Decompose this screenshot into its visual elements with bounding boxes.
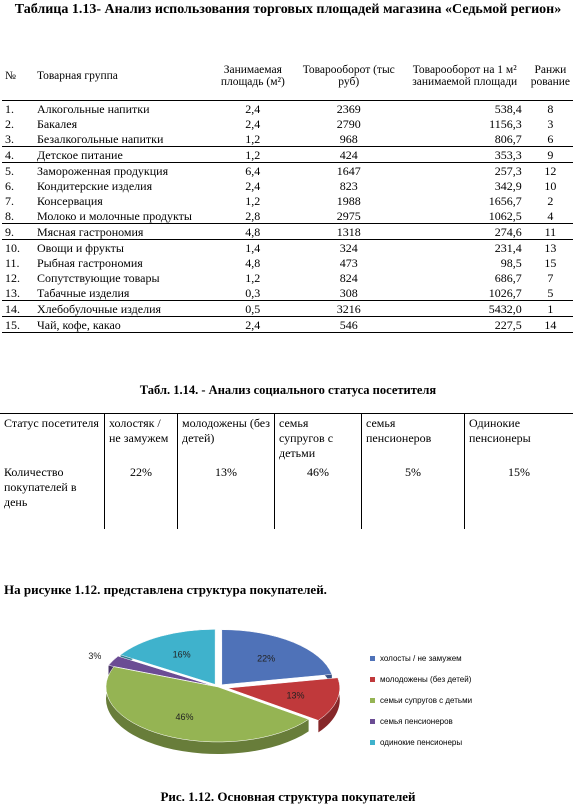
table-header-row xyxy=(2,52,573,101)
row-area: 1,2 xyxy=(245,194,261,208)
row-num: 3. xyxy=(5,132,14,146)
lead-text: На рисунке 1.12. представлена структура покупателей. xyxy=(4,582,327,597)
row-rank: 15 xyxy=(544,256,557,270)
legend-item xyxy=(370,648,472,669)
row-turnover: 473 xyxy=(339,256,358,270)
table-row xyxy=(2,240,573,256)
row-turnover: 823 xyxy=(339,179,358,193)
row-num: 4. xyxy=(2,147,34,163)
table-row xyxy=(2,163,573,179)
chart-legend xyxy=(370,648,472,753)
legend-swatch xyxy=(370,719,375,724)
pie-data-label: 16% xyxy=(172,649,191,660)
cell-single-pensioner-value: 15% xyxy=(465,463,574,529)
row-turnover-per-m2: 1656,7 xyxy=(488,194,522,208)
row-turnover-per-m2: 806,7 xyxy=(494,132,522,146)
legend-label: семья пенсионеров xyxy=(380,717,453,726)
table-row xyxy=(2,224,573,240)
row-area: 1,2 xyxy=(245,271,261,285)
cell-single-header: холостяк / не замужем xyxy=(105,414,178,464)
row-group: Табачные изделия xyxy=(36,286,130,300)
legend-item xyxy=(370,732,472,753)
row-turnover: 1988 xyxy=(336,194,361,208)
row-group: Замороженная продукция xyxy=(36,164,169,178)
row-area: 2,4 xyxy=(245,117,261,131)
row-area: 4,8 xyxy=(210,224,296,240)
table-row xyxy=(2,270,573,285)
legend-swatch xyxy=(370,677,375,682)
row-group: Чай, кофе, какао xyxy=(34,317,210,333)
row-turnover-per-m2: 538,4 xyxy=(494,102,522,116)
col-turnover: Товарооборот (тыс руб) xyxy=(296,52,402,101)
row-num: 2. xyxy=(5,117,14,131)
row-num: 12. xyxy=(5,271,20,285)
col-group: Товарная группа xyxy=(34,52,210,101)
pie-chart-svg xyxy=(88,625,368,785)
row-group: Сопутствующие товары xyxy=(36,271,160,285)
row-rank: 8 xyxy=(547,102,554,116)
row-num: 6. xyxy=(5,179,14,193)
row-group: Овощи и фрукты xyxy=(36,241,124,255)
cell-single-pensioner-header: Одинокие пенсионеры xyxy=(465,414,574,464)
row-group: Молоко и молочные продукты xyxy=(36,209,192,223)
cell-newlyweds-header: молодожены (без детей) xyxy=(178,414,275,464)
row-turnover-per-m2: 98,5 xyxy=(500,256,522,270)
buyers-per-day-label: Количество покупателей в день xyxy=(4,465,77,509)
table-row xyxy=(2,178,573,193)
row-rank: 9 xyxy=(528,147,573,163)
pie-data-label: 22% xyxy=(257,653,276,664)
row-rank: 4 xyxy=(547,209,554,223)
row-group: Рыбная гастрономия xyxy=(36,256,143,270)
row-turnover-per-m2: 227,5 xyxy=(402,317,528,333)
table-row xyxy=(2,317,573,333)
row-num: 8. xyxy=(5,209,14,223)
row-turnover-per-m2: 5432,0 xyxy=(402,301,528,317)
row-turnover-per-m2: 686,7 xyxy=(494,271,522,285)
row-turnover-per-m2: 257,3 xyxy=(494,164,522,178)
row-rank: 10 xyxy=(544,179,557,193)
row-turnover: 3216 xyxy=(296,301,402,317)
row-rank: 13 xyxy=(544,241,557,255)
pie-data-label: 46% xyxy=(175,711,194,722)
row-rank: 12 xyxy=(544,164,557,178)
row-turnover-per-m2: 1062,5 xyxy=(488,209,522,223)
cell-single-value: 22% xyxy=(105,463,178,529)
legend-label: одинокие пенсионеры xyxy=(380,738,463,747)
figure-caption: Рис. 1.12. Основная структура покупателей xyxy=(160,789,416,804)
col-num: № xyxy=(2,52,34,101)
table-row xyxy=(2,116,573,131)
table-row xyxy=(2,285,573,301)
row-turnover: 2369 xyxy=(336,102,361,116)
row-turnover: 1647 xyxy=(336,164,361,178)
col-rank: Ранжи рование xyxy=(528,52,573,101)
row-rank: 2 xyxy=(547,194,554,208)
row-group: Хлебобулочные изделия xyxy=(34,301,210,317)
legend-item xyxy=(370,711,472,732)
row-group: Мясная гастрономия xyxy=(34,224,210,240)
row-num: 9. xyxy=(2,224,34,240)
table-row xyxy=(2,193,573,208)
table-row xyxy=(2,147,573,163)
row-num: 5. xyxy=(5,164,14,178)
row-area: 4,8 xyxy=(245,256,261,270)
row-rank: 7 xyxy=(547,271,554,285)
row-turnover-per-m2: 1026,7 xyxy=(488,286,522,300)
cell-pensioner-family-value: 5% xyxy=(362,463,465,529)
row-num: 11. xyxy=(5,256,20,270)
table-row xyxy=(2,255,573,270)
row-turnover-per-m2: 342,9 xyxy=(494,179,522,193)
legend-swatch xyxy=(370,656,375,661)
trade-area-table xyxy=(2,52,573,333)
row-turnover: 308 xyxy=(339,286,358,300)
pie-data-label: 3% xyxy=(88,651,102,662)
row-area: 2,8 xyxy=(245,209,261,223)
cell-newlyweds-value: 13% xyxy=(178,463,275,529)
table-row xyxy=(2,131,573,147)
row-rank: 3 xyxy=(547,117,554,131)
row-turnover: 824 xyxy=(339,271,358,285)
row-turnover: 324 xyxy=(339,241,358,255)
table-row xyxy=(0,463,573,529)
legend-label: молодожены (без детей) xyxy=(380,675,472,684)
row-turnover: 2975 xyxy=(336,209,361,223)
row-turnover-per-m2: 1156,3 xyxy=(489,117,522,131)
row-turnover: 968 xyxy=(339,132,358,146)
table-row xyxy=(2,101,573,117)
row-area: 2,4 xyxy=(245,102,261,116)
row-turnover: 2790 xyxy=(336,117,361,131)
row-group: Бакалея xyxy=(36,117,78,131)
cell-family-header: семья супругов с детьми xyxy=(275,414,362,464)
row-turnover: 546 xyxy=(296,317,402,333)
table-row xyxy=(0,414,573,464)
trade-area-table-body xyxy=(2,101,573,333)
legend-item xyxy=(370,690,472,711)
row-area: 6,4 xyxy=(245,164,261,178)
col-area: Занимаемая площадь (м²) xyxy=(210,52,296,101)
row-area: 1,2 xyxy=(210,147,296,163)
row-area: 2,4 xyxy=(210,317,296,333)
row-area: 1,2 xyxy=(245,132,261,146)
row-area: 2,4 xyxy=(245,179,261,193)
pie-slice xyxy=(222,630,332,685)
cell-pensioner-family-header: семья пенсионеров xyxy=(362,414,465,464)
row-rank: 5 xyxy=(547,286,554,300)
legend-swatch xyxy=(370,740,375,745)
col-turnover-per-m2: Товарооборот на 1 м² занимаемой площади xyxy=(402,52,528,101)
row-group: Безалкогольные напитки xyxy=(36,132,164,146)
row-rank: 14 xyxy=(528,317,573,333)
row-num: 7. xyxy=(5,194,14,208)
pie-data-label: 13% xyxy=(286,690,305,701)
row-turnover-per-m2: 353,3 xyxy=(402,147,528,163)
row-num: 10. xyxy=(5,241,20,255)
row-group: Детское питание xyxy=(34,147,210,163)
table-row xyxy=(2,208,573,224)
row-num: 1. xyxy=(5,102,14,116)
row-group: Алкогольные напитки xyxy=(36,102,150,116)
visitor-status-table xyxy=(0,413,573,529)
row-area: 1,4 xyxy=(245,241,261,255)
row-num: 15. xyxy=(2,317,34,333)
row-rank: 11 xyxy=(528,224,573,240)
row-num: 14. xyxy=(2,301,34,317)
row-rank: 1 xyxy=(528,301,573,317)
cell-family-value: 46% xyxy=(275,463,362,529)
row-turnover-per-m2: 231,4 xyxy=(494,241,522,255)
legend-swatch xyxy=(370,698,375,703)
legend-label: семьи супругов с детьми xyxy=(380,696,473,705)
legend-label: холосты / не замужем xyxy=(380,654,462,663)
table2-caption: Табл. 1.14. - Анализ социального статуса посетителя xyxy=(139,383,437,397)
row-turnover-per-m2: 274,6 xyxy=(402,224,528,240)
row-group: Консервация xyxy=(36,194,103,208)
row-area: 0,5 xyxy=(210,301,296,317)
row-turnover: 1318 xyxy=(296,224,402,240)
row-num: 13. xyxy=(5,286,20,300)
status-header: Статус посетителя xyxy=(0,414,105,464)
row-area: 0,3 xyxy=(245,286,261,300)
row-rank: 6 xyxy=(547,132,554,146)
legend-item xyxy=(370,669,472,690)
row-turnover: 424 xyxy=(296,147,402,163)
table-row xyxy=(2,301,573,317)
row-group: Кондитерские изделия xyxy=(36,179,153,193)
page-title: Таблица 1.13- Анализ использования торговых площадей магазина «Седьмой регион» xyxy=(14,2,562,17)
